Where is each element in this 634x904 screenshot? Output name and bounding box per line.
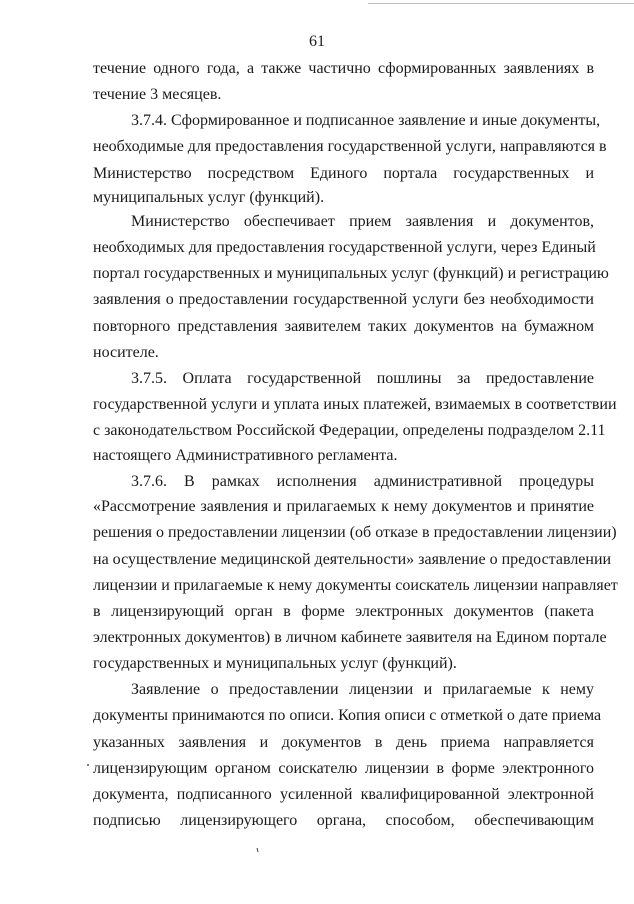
text-line: Заявление о предоставлении лицензии и прилагаемые к нему [131,681,594,698]
text-line: документа, подписанного усиленной квалифицированной электронной [93,786,594,803]
text-line: лицензирующим органом соискателю лицензии в форме электронного [93,760,594,777]
text-line: 3.7.6. В рамках исполнения административной процедуры [131,473,594,490]
text-line: течение одного года, а также частично сформированных заявлениях в [93,60,594,77]
scan-speck [257,848,258,852]
text-line: 3.7.5. Оплата государственной пошлины за предоставление [131,370,594,387]
text-line: лицензии и прилагаемые к нему документы соискатель лицензии направляет [93,577,618,594]
text-line: заявления о предоставлении государственной услуги без необходимости [93,291,594,308]
text-line: Министерство обеспечивает прием заявления и документов, [131,213,594,230]
text-line: документы принимаются по описи. Копия описи с отметкой о дате приема [93,707,602,724]
text-line: на осуществление медицинской деятельности» заявление о предоставлении [93,551,612,568]
text-line: повторного представления заявителем таких документов на бумажном [93,318,594,335]
text-line: «Рассмотрение заявления и прилагаемых к нему документов и принятие [93,498,594,515]
text-line: 3.7.4. Сформированное и подписанное заявление и иные документы, [131,112,601,129]
text-line: муниципальных услуг (функций). [93,189,325,206]
text-line: государственных и муниципальных услуг (функций). [93,655,457,672]
text-line: указанных заявления и документов в день приема направляется [93,734,594,751]
text-line: решения о предоставлении лицензии (об отказе в предоставлении лицензии) [93,524,617,541]
text-line: течение 3 месяцев. [93,86,222,103]
text-line: электронных документов) в личном кабинете заявителя на Едином портале [93,629,607,646]
text-line: подписью лицензирующего органа, способом, обеспечивающим [93,812,594,829]
text-line: необходимые для предоставления государственной услуги, направляются в [93,138,607,155]
text-line: настоящего Административного регламента. [93,447,398,464]
text-line: Министерство посредством Единого портала государственных и [93,165,594,182]
text-line: государственной услуги и уплата иных платежей, взимаемых в соответствии [93,396,617,413]
text-line: с законодательством Российской Федерации, определены подразделом 2.11 [93,422,606,439]
text-line: необходимых для предоставления государственной услуги, через Единый [93,239,596,256]
text-line: носителе. [93,344,159,361]
scan-speck [87,764,89,766]
text-line: в лицензирующий орган в форме электронных документов (пакета [93,603,594,620]
page-number: 61 [309,33,325,50]
text-line: портал государственных и муниципальных услуг (функций) и регистрацию [93,265,609,282]
